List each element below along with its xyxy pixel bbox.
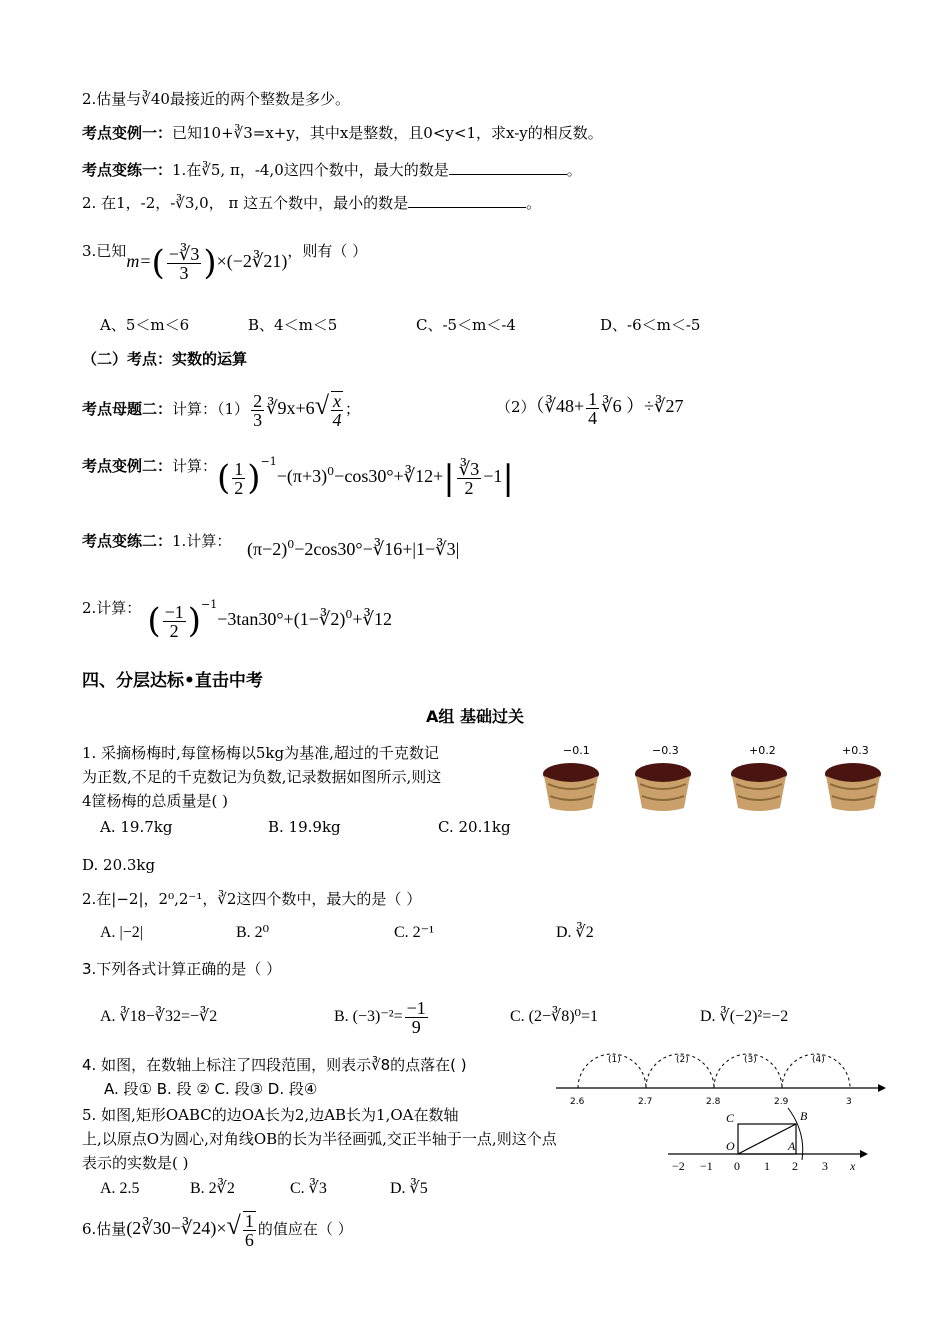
answer-blank [408,193,526,208]
point-label: A [788,1139,796,1153]
basket-icon [538,758,604,812]
section-heading-levels: 四、分层达标•直击中考 [82,671,263,691]
a1-option-a: A. 19.7kg [100,818,173,836]
variant-practice-2-text: 1.计算： [172,532,232,550]
a4-question: 4. 如图，在数轴上标注了四段范围，则表示∛8的点落在( ) [82,1056,467,1074]
basket-label: +0.2 [749,744,776,757]
exponent: −1 [260,455,277,468]
punctuation: ； [344,400,360,418]
question-3-suffix: ，则有（ ） [287,242,368,260]
a3-option-d: D. ∛(−2)²=−2 [700,1008,789,1025]
part-number: （2） [496,398,536,416]
basket-icon [820,758,886,812]
root-icon: √ [226,1211,241,1240]
a5-option-d: D. ∛5 [390,1180,428,1197]
a5-option-c: C. ∛3 [290,1180,327,1197]
a5-line-2: 上,以原点O为圆心,对角线OB的长为半径画弧,交正半轴于一点,则这个点 [82,1130,557,1148]
paren-left: ( [147,601,161,641]
exponent: 0 [327,465,335,478]
a2-option-a: A. |−2| [100,924,143,941]
section-heading-operations: （二）考点：实数的运算 [82,350,248,368]
variant-practice-2-label: 考点变练二： [82,532,173,550]
fraction-denominator: 9 [411,1016,421,1037]
fraction-denominator: 4 [588,407,598,428]
question-3 [82,236,367,287]
point-label: C [726,1111,735,1125]
q3-option-d: D、-6＜m＜-5 [600,316,701,334]
a1-line-2: 为正数,不足的千克数记为负数,记录数据如图所示,则这 [82,768,442,786]
a3-option-c: C. (2−∛8)⁰=1 [510,1008,598,1025]
exponent: −1 [201,598,218,611]
fraction-root3-2 [457,460,481,497]
axis-label: x [850,1159,856,1173]
expression: −3tan30°+(1−∛2) [217,609,346,629]
question-3-product: ×(−2∛21) [216,251,288,271]
paren-right: ) [187,601,201,641]
a6-prefix: 6.估量 [82,1220,127,1238]
expression: +∛12 [352,609,392,629]
a1-option-c: C. 20.1kg [438,818,511,836]
punctuation: 。 [526,194,542,212]
expression: −cos30°+∛12+ [334,466,444,486]
fraction-denominator: 4 [332,410,342,430]
a5-option-b: B. 2∛2 [190,1180,235,1197]
variant-example-1-label: 考点变例一： [82,124,173,142]
variant-example-2-text: 计算： [172,457,218,475]
abs-right: | [502,458,514,498]
exponent: 0 [287,538,295,551]
a3-question: 3.下列各式计算正确的是（ ） [82,960,282,978]
a1-line-1: 1. 采摘杨梅时,每筐杨梅以5kg为基准,超过的千克数记 [82,744,439,762]
fraction-denominator: 6 [244,1230,254,1250]
axis-arrow-icon [878,1084,886,1092]
answer-blank [449,160,567,175]
a6-suffix: 的值应在（ ） [257,1220,353,1238]
fraction-numerator: −1 [406,997,426,1018]
fraction-numerator: −∛3 [168,243,200,264]
root-icon: √ [314,391,329,420]
abs-left: | [443,458,455,498]
basket-icon [726,758,792,812]
expression: B. (−3)⁻²= [334,1008,403,1025]
paren-right: ) [247,458,261,498]
mother-problem-2-label: 考点母题二： [82,400,173,418]
variant-practice-1-text: 1.在∛5, π，-4,0这四个数中，最大的数是 [172,161,449,179]
a1-option-b: B. 19.9kg [268,818,341,836]
variant-example-2 [82,454,514,499]
tick-label: 2.6 [570,1097,585,1107]
tick-label: 3 [822,1159,828,1173]
fraction-numerator: x [332,391,341,411]
segment-label: (1) [608,1055,621,1065]
a5-option-a: A. 2.5 [100,1180,140,1197]
a1-line-3: 4筐杨梅的总质量是( ) [82,792,229,810]
tick-label: 2.8 [706,1097,721,1107]
variant-example-1-text: 已知10+∛3=x+y，其中x是整数，且0<y<1，求x-y的相反数。 [172,124,603,142]
variant-practice-2-1-expr [247,538,459,561]
expression: (2∛30−∛24)× [126,1218,227,1238]
fraction-numerator: 1 [588,388,598,409]
paren-left: ( [217,458,231,498]
tick-label: 0 [734,1159,740,1173]
a2-option-b: B. 2⁰ [236,924,270,941]
fraction-denominator: 2 [234,477,244,498]
fraction-x-4 [331,391,343,429]
segment-label: (3) [744,1055,757,1065]
variant-example-2-label: 考点变例二： [82,457,173,475]
fraction-numerator: 1 [234,458,244,479]
basket-icon [630,758,696,812]
fraction-neg1-9 [405,999,428,1036]
group-a-heading: A组 基础过关 [426,707,524,726]
basket-label: +0.3 [842,744,869,757]
fraction-neg1-2 [163,603,186,640]
a4-options: A. 段① B. 段 ② C. 段③ D. 段④ [104,1080,318,1098]
expression: −2cos30°−∛16+|1−∛3| [294,539,460,559]
tick-label: 3 [846,1097,852,1107]
point-label: B [800,1109,808,1123]
q3-option-b: B、4＜m＜5 [248,316,338,334]
tick-label: −2 [672,1159,685,1173]
a2-question: 2.在|−2|，2⁰,2⁻¹，∛2这四个数中，最大的是（ ） [82,890,422,908]
basket-label: −0.3 [652,744,679,757]
expression: ∛9x+6 [266,398,315,418]
a6-question [82,1206,353,1249]
fraction-denominator: 2 [169,620,179,641]
tick-label: 2 [792,1159,798,1173]
punctuation: 。 [566,161,582,179]
fraction-numerator: 2 [253,390,263,411]
number-line-segments-figure [556,1044,886,1110]
question-3-prefix: 3.已知 [82,242,127,260]
segment-label: (4) [812,1055,825,1065]
basket-label: −0.1 [563,744,590,757]
variant-example-1 [82,122,603,144]
segment-label: (2) [676,1055,689,1065]
q3-option-c: C、-5＜m＜-4 [416,316,516,334]
fraction-denominator: 3 [253,409,263,430]
a5-line-1: 5. 如图,矩形OABC的边OA长为2,边AB长为1,OA在数轴 [82,1106,459,1124]
fraction-numerator: 1 [244,1211,254,1231]
expression: −1 [483,466,503,486]
expression: （∛48+ [535,396,585,416]
question-3-fraction [167,245,202,282]
tick-label: 2.7 [638,1097,653,1107]
paren-left: ( [151,243,165,283]
tick-label: 2.9 [774,1097,789,1107]
variant-practice-1 [82,159,582,181]
mother-problem-2 [82,386,360,429]
axis-arrow-icon [860,1150,868,1158]
fraction-numerator: ∛3 [458,458,480,479]
mother-problem-2-part-2 [496,386,684,427]
a2-option-d: D. ∛2 [556,924,594,941]
a3-option-a: A. ∛18−∛32=−∛2 [100,1008,218,1025]
a2-option-c: C. 2⁻¹ [394,924,434,941]
expression: (π−2) [247,539,288,559]
exponent: 0 [345,608,353,621]
variant-practice-2-text: 2. 在1，-2，-∛3,0， π 这五个数中，最小的数是 [82,194,409,212]
fraction-1-6 [243,1211,256,1249]
fraction-2-3 [251,392,264,429]
a1-option-d: D. 20.3kg [82,856,156,874]
point-label: O [726,1139,735,1153]
fraction-denominator: 3 [179,262,189,283]
variant-practice-2 [82,192,541,214]
paren-right: ) [203,243,217,283]
tick-label: −1 [700,1159,713,1173]
q3-option-a: A、5＜m＜6 [100,316,190,334]
variant-practice-1-label: 考点变练一： [82,161,173,179]
expression: ∛6 ）÷∛27 [601,396,684,416]
variant-practice-2-1 [82,530,231,552]
fraction-1-2 [232,460,245,497]
mother-problem-2-text: 计算：（1） [172,400,250,418]
fraction-numerator: −1 [164,601,184,622]
question-2-estimate: 2.估量与∛40最接近的两个整数是多少。 [82,90,350,108]
tick-label: 1 [764,1159,770,1173]
expression: −(π+3) [276,466,328,486]
fraction-denominator: 2 [464,477,474,498]
fraction-1-4 [586,390,599,427]
rectangle-number-line-figure [664,1104,874,1174]
variant-practice-2-2 [82,596,392,643]
question-3-m: m= [126,251,152,271]
a5-line-3: 表示的实数是( ) [82,1154,189,1172]
variant-practice-2-2-text: 2.计算： [82,599,142,617]
a3-option-b [334,996,430,1037]
